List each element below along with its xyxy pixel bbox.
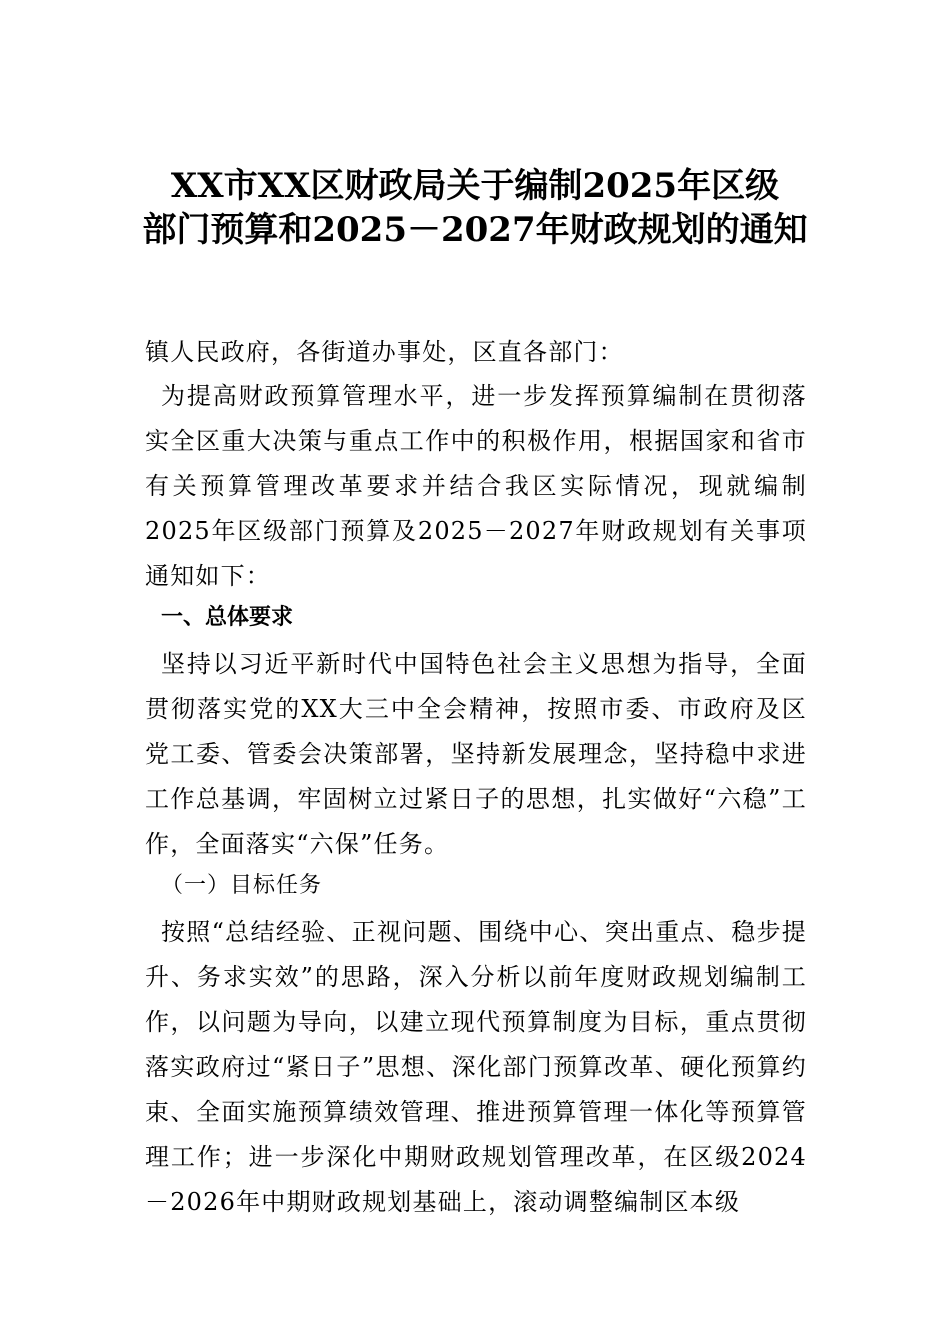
general-requirements-paragraph: 坚持以习近平新时代中国特色社会主义思想为指导，全面贯彻落实党的XX大三中全会精神，按照市委、市政府及区党工委、管委会决策部署，坚持新发展理念，坚持稳中求进工作总基调，牢固树立过紧日子的思想，扎实做好“六稳”工作，全面落实“六保”任务。 (145, 650, 807, 858)
salutation: 镇人民政府，各街道办事处，区直各部门： (145, 338, 624, 366)
document-title-line-1: XX市XX区财政局关于编制2025年区级 (170, 166, 780, 206)
section-heading-general-requirements: 一、总体要求 (161, 605, 294, 630)
goals-paragraph: 按照“总结经验、正视问题、围绕中心、突出重点、稳步提升、务求实效”的思路，深入分析以前年度财政规划编制工作，以问题为导向，以建立现代预算制度为目标，重点贯彻落实政府过“紧日子”思想、深化部门预算改革、硬化预算约束、全面实施预算绩效管理、推进预算管理一体化等预算管理工作；进一步深化中期财政规划管理改革，在区级2024－2026年中期财政规划基础上，滚动调整编制区本级 (145, 918, 807, 1216)
intro-paragraph: 为提高财政预算管理水平，进一步发挥预算编制在贯彻落实全区重大决策与重点工作中的积极作用，根据国家和省市有关预算管理改革要求并结合我区实际情况，现就编制2025年区级部门预算及2025－2027年财政规划有关事项通知如下： (145, 382, 807, 590)
subsection-heading-goals: （一）目标任务 (161, 873, 323, 898)
document-title-line-2: 部门预算和2025－2027年财政规划的通知 (142, 210, 808, 250)
